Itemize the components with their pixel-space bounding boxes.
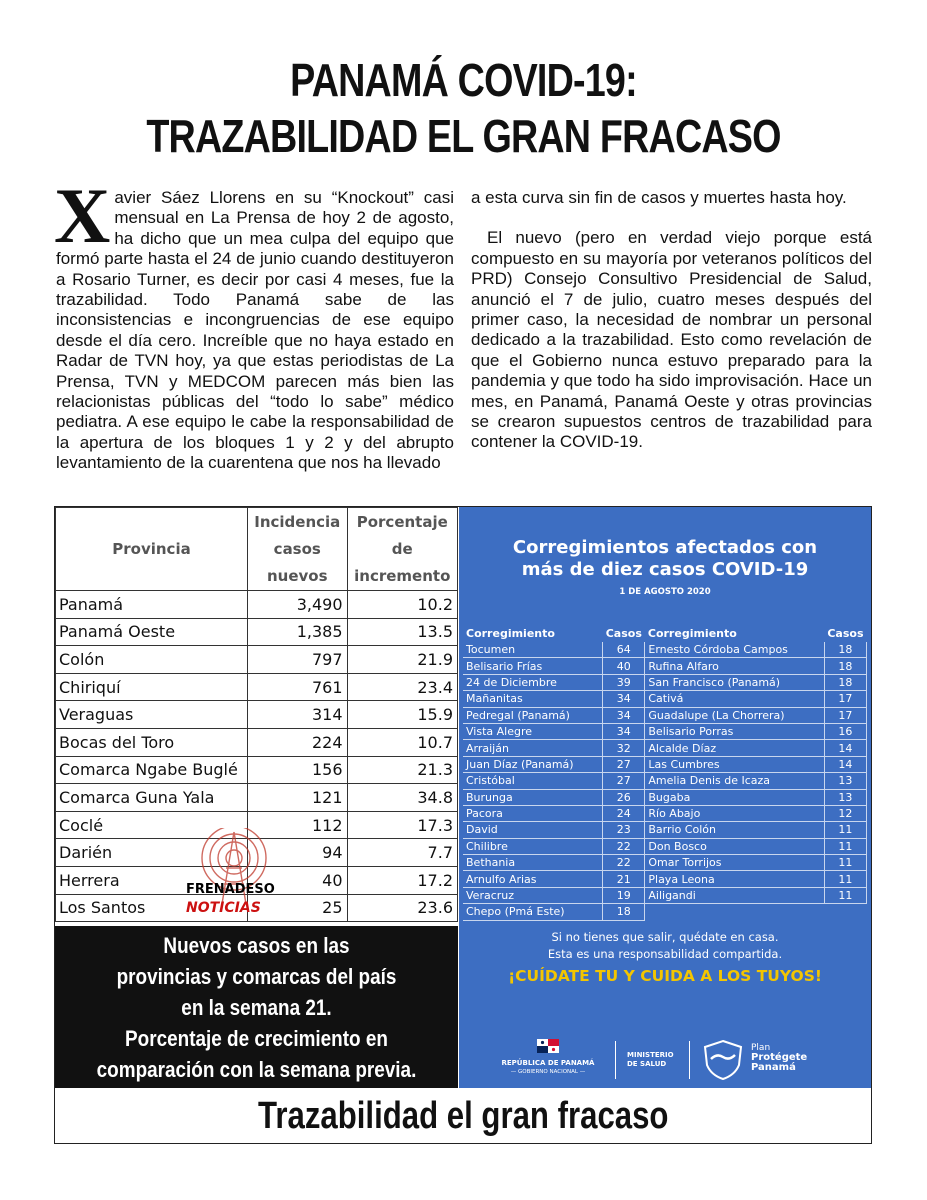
drop-cap: X xyxy=(54,172,111,259)
infographic-title xyxy=(459,537,871,581)
slogan: ¡CUÍDATE TU Y CUIDA A LOS TUYOS! xyxy=(508,967,822,985)
corregimiento-cell: Alcalde Díaz xyxy=(645,740,824,756)
province-header: Provincia xyxy=(56,508,248,591)
list-item xyxy=(463,740,867,756)
casos-cell: 11 xyxy=(824,887,866,903)
incidence-header-line: nuevos xyxy=(266,566,328,585)
incidence-header xyxy=(248,508,348,591)
republica-panama-label: REPÚBLICA DE PANAMÁ xyxy=(501,1059,595,1067)
cases-cell: 1,385 xyxy=(248,618,348,646)
list-item xyxy=(463,789,867,805)
corregimiento-cell: Rufina Alfaro xyxy=(645,658,824,674)
casos-cell: 18 xyxy=(824,674,866,690)
list-item xyxy=(463,707,867,723)
province-cell: Comarca Guna Yala xyxy=(56,784,248,812)
list-item xyxy=(463,773,867,789)
corregimiento-cell: Bethania xyxy=(463,855,603,871)
corregimiento-cell xyxy=(645,904,824,920)
casos-cell: 34 xyxy=(603,707,645,723)
casos-cell: 21 xyxy=(603,871,645,887)
province-cell: Veraguas xyxy=(56,701,248,729)
percentage-header-line: incremento xyxy=(354,566,451,585)
casos-cell: 11 xyxy=(824,855,866,871)
watermark-brand: FRENADESO xyxy=(186,882,275,897)
percentage-cell: 34.8 xyxy=(347,784,457,812)
corregimientos-infographic xyxy=(459,507,871,1088)
article-paragraph: El nuevo (pero en verdad viejo porque está compuesto en su mayoría por veteranos políticos del PRD) Consejo Consultivo Presidencial de Salud, anunció el 7 de julio, cuatro meses después del primer caso, la necesidad de nombrar un personal dedicado a la trazabilidad. Esto como revelación de que el Gobierno nunca estuvo preparado para la pandemia y que todo ha sido improvisación. Hace un mes, en Panamá, Panamá Oeste y otras provincias se crearon supuestos centros de trazabilidad para contener la COVID-19. xyxy=(471,228,872,452)
province-cell: Bocas del Toro xyxy=(56,728,248,756)
list-item xyxy=(463,805,867,821)
caption-line: provincias y comarcas del país xyxy=(116,964,397,989)
casos-cell: 23 xyxy=(603,822,645,838)
percentage-cell: 17.3 xyxy=(347,811,457,839)
corregimiento-cell: Amelia Denis de Icaza xyxy=(645,773,824,789)
casos-cell: 14 xyxy=(824,756,866,772)
casos-cell: 22 xyxy=(603,838,645,854)
stay-home-message: Si no tienes que salir, quédate en casa. xyxy=(551,930,779,944)
casos-cell: 11 xyxy=(824,838,866,854)
corregimiento-cell: Mañanitas xyxy=(463,691,603,707)
table-row xyxy=(56,784,458,812)
list-item xyxy=(463,674,867,690)
corregimiento-cell: Las Cumbres xyxy=(645,756,824,772)
headline-line-2: TRAZABILIDAD EL GRAN FRACASO xyxy=(146,110,781,162)
cases-cell: 314 xyxy=(248,701,348,729)
percentage-cell: 23.6 xyxy=(347,894,457,922)
list-item xyxy=(463,871,867,887)
corregimiento-cell: Pacora xyxy=(463,805,603,821)
article-column-1 xyxy=(54,172,454,474)
corregimiento-cell: Cristóbal xyxy=(463,773,603,789)
incidence-header-line: Incidencia xyxy=(254,512,341,531)
percentage-header-line: de xyxy=(391,539,413,558)
corregimiento-cell: Bugaba xyxy=(645,789,824,805)
casos-cell: 16 xyxy=(824,723,866,739)
cases-cell: 797 xyxy=(248,646,348,674)
corregimiento-cell: Omar Torrijos xyxy=(645,855,824,871)
corregimiento-header: Corregimiento xyxy=(466,626,555,640)
table-row xyxy=(56,618,458,646)
casos-cell: 27 xyxy=(603,756,645,772)
corregimiento-cell: Belisario Porras xyxy=(645,723,824,739)
corregimiento-cell: Playa Leona xyxy=(645,871,824,887)
gobierno-nacional-label: — GOBIERNO NACIONAL — xyxy=(510,1069,586,1075)
corregimiento-cell: David xyxy=(463,822,603,838)
corregimiento-cell: Juan Díaz (Panamá) xyxy=(463,756,603,772)
plan-line: Protégete xyxy=(751,1052,808,1063)
list-item xyxy=(463,756,867,772)
percentage-cell: 10.7 xyxy=(347,728,457,756)
corregimiento-cell: Río Abajo xyxy=(645,805,824,821)
cases-cell: 112 xyxy=(248,811,348,839)
casos-cell: 64 xyxy=(603,642,645,658)
table-row xyxy=(56,728,458,756)
table-row xyxy=(56,673,458,701)
ministerio-line: DE SALUD xyxy=(627,1060,667,1068)
corregimiento-cell: 24 de Diciembre xyxy=(463,674,603,690)
province-cell: Darién xyxy=(56,839,248,867)
table-row xyxy=(56,591,458,619)
cases-cell: 224 xyxy=(248,728,348,756)
corregimiento-cell: Burunga xyxy=(463,789,603,805)
corregimiento-cell: Arnulfo Arias xyxy=(463,871,603,887)
caption-box xyxy=(55,926,458,1088)
casos-cell: 32 xyxy=(603,740,645,756)
province-cell: Coclé xyxy=(56,811,248,839)
corregimientos-table xyxy=(463,624,867,921)
logo-divider xyxy=(615,1041,616,1079)
province-cell: Chiriquí xyxy=(56,673,248,701)
caption-line: en la semana 21. xyxy=(181,995,332,1020)
casos-cell: 34 xyxy=(603,723,645,739)
corregimiento-cell: Veracruz xyxy=(463,887,603,903)
incidence-header-line: casos xyxy=(273,539,321,558)
caption-line: Nuevos casos en las xyxy=(163,933,350,958)
casos-cell: 40 xyxy=(603,658,645,674)
corregimiento-cell: Chilibre xyxy=(463,838,603,854)
corregimiento-cell: Chepo (Pmá Este) xyxy=(463,904,603,920)
casos-cell: 11 xyxy=(824,822,866,838)
infographic-date: 1 DE AGOSTO 2020 xyxy=(619,587,711,597)
infographic-title-line: Corregimientos afectados con xyxy=(512,537,818,558)
casos-cell: 34 xyxy=(603,691,645,707)
corregimiento-cell: Belisario Frías xyxy=(463,658,603,674)
province-cell: Colón xyxy=(56,646,248,674)
article-column-2 xyxy=(471,188,872,453)
list-item xyxy=(463,642,867,658)
list-item xyxy=(463,855,867,871)
panama-flag-icon xyxy=(537,1039,559,1053)
page-headline xyxy=(83,52,843,164)
province-cell: Herrera xyxy=(56,866,248,894)
percentage-cell: 21.9 xyxy=(347,646,457,674)
article-paragraph xyxy=(54,172,454,474)
casos-cell: 14 xyxy=(824,740,866,756)
casos-header: Casos xyxy=(605,626,642,640)
province-cell: Panamá Oeste xyxy=(56,618,248,646)
caption-line: Porcentaje de crecimiento en xyxy=(125,1026,388,1051)
percentage-cell: 23.4 xyxy=(347,673,457,701)
casos-cell: 24 xyxy=(603,805,645,821)
casos-cell: 19 xyxy=(603,887,645,903)
headline-line-1: PANAMÁ COVID-19: xyxy=(290,54,637,106)
ministerio-line: MINISTERIO xyxy=(627,1051,674,1059)
shared-responsibility-message: Esta es una responsabilidad compartida. xyxy=(547,947,783,961)
casos-cell: 18 xyxy=(824,658,866,674)
shield-map-icon xyxy=(701,1039,745,1081)
casos-cell: 22 xyxy=(603,855,645,871)
bottom-title-text: Trazabilidad el gran fracaso xyxy=(257,1095,669,1137)
cases-cell: 40 xyxy=(248,866,348,894)
casos-cell xyxy=(824,904,866,920)
cases-cell: 121 xyxy=(248,784,348,812)
corregimiento-cell: Ailigandi xyxy=(645,887,824,903)
casos-cell: 13 xyxy=(824,789,866,805)
percentage-cell: 13.5 xyxy=(347,618,457,646)
corregimiento-cell: Pedregal (Panamá) xyxy=(463,707,603,723)
casos-cell: 18 xyxy=(603,904,645,920)
table-row xyxy=(56,756,458,784)
infographic-title-line: más de diez casos COVID-19 xyxy=(521,559,809,580)
casos-cell: 17 xyxy=(824,691,866,707)
cases-cell: 94 xyxy=(248,839,348,867)
table-row xyxy=(56,701,458,729)
casos-cell: 11 xyxy=(824,871,866,887)
casos-header: Casos xyxy=(827,626,864,640)
list-item xyxy=(463,658,867,674)
list-item xyxy=(463,887,867,903)
corregimiento-cell: Tocumen xyxy=(463,642,603,658)
corregimiento-cell: Ernesto Córdoba Campos xyxy=(645,642,824,658)
casos-cell: 13 xyxy=(824,773,866,789)
plan-line: Plan xyxy=(751,1043,771,1053)
corregimiento-cell: Guadalupe (La Chorrera) xyxy=(645,707,824,723)
corregimiento-cell: Don Bosco xyxy=(645,838,824,854)
corregimiento-header: Corregimiento xyxy=(647,626,737,640)
corregimiento-cell: Cativá xyxy=(645,691,824,707)
province-cell: Panamá xyxy=(56,591,248,619)
corregimiento-cell: Vista Alegre xyxy=(463,723,603,739)
plan-line: Panamá xyxy=(751,1062,796,1073)
caption-line: comparación con la semana previa. xyxy=(96,1057,417,1082)
casos-cell: 26 xyxy=(603,789,645,805)
ministerio-salud-label xyxy=(627,1051,674,1069)
watermark-subtitle: NOTICIAS xyxy=(186,900,261,916)
list-item xyxy=(463,838,867,854)
province-cell: Los Santos xyxy=(56,894,248,922)
province-cell: Comarca Ngabe Buglé xyxy=(56,756,248,784)
list-item xyxy=(463,904,867,920)
corregimientos-header-row xyxy=(463,624,867,642)
corregimiento-cell: Arraiján xyxy=(463,740,603,756)
percentage-cell: 17.2 xyxy=(347,866,457,894)
corregimiento-cell: Barrio Colón xyxy=(645,822,824,838)
casos-cell: 18 xyxy=(824,642,866,658)
cases-cell: 25 xyxy=(248,894,348,922)
list-item xyxy=(463,723,867,739)
percentage-cell: 7.7 xyxy=(347,839,457,867)
list-item xyxy=(463,691,867,707)
casos-cell: 17 xyxy=(824,707,866,723)
government-logos xyxy=(489,1039,859,1083)
cases-cell: 761 xyxy=(248,673,348,701)
percentage-cell: 21.3 xyxy=(347,756,457,784)
article-paragraph-text: avier Sáez Llorens en su “Knockout” casi mensual en La Prensa de hoy 2 de agosto, ha dicho que un mea culpa del equipo que formó parte hasta el 24 de junio cuando destituyeron a Rosario Turner, es decir por casi 4 meses, fue la trazabilidad. Todo Panamá sabe de las inconsistencias e incongruencias de ese equipo desde el día cero. Increíble que no haya estado en Radar de TVN hoy, ya que estas periodistas de La Prensa, TVN y MEDCOM parecen más bien las relacionistas públicas del “todo lo sabe” médico pediatra. A ese equipo le cabe la responsabilidad de la apertura de los bloques 1 y 2 y del abrupto levantamiento de la cuarentena que nos ha llevado xyxy=(56,188,454,473)
percentage-cell: 15.9 xyxy=(347,701,457,729)
cases-cell: 3,490 xyxy=(248,591,348,619)
casos-cell: 12 xyxy=(824,805,866,821)
table-row xyxy=(56,646,458,674)
cases-cell: 156 xyxy=(248,756,348,784)
bottom-title xyxy=(55,1090,871,1142)
list-item xyxy=(463,822,867,838)
logo-divider xyxy=(689,1041,690,1079)
percentage-header xyxy=(347,508,457,591)
corregimiento-cell: San Francisco (Panamá) xyxy=(645,674,824,690)
percentage-header-line: Porcentaje xyxy=(356,512,448,531)
table-header-row xyxy=(56,508,458,591)
article-paragraph: a esta curva sin fin de casos y muertes hasta hoy. xyxy=(471,188,847,207)
plan-protegete-label xyxy=(751,1043,807,1073)
casos-cell: 39 xyxy=(603,674,645,690)
percentage-cell: 10.2 xyxy=(347,591,457,619)
casos-cell: 27 xyxy=(603,773,645,789)
